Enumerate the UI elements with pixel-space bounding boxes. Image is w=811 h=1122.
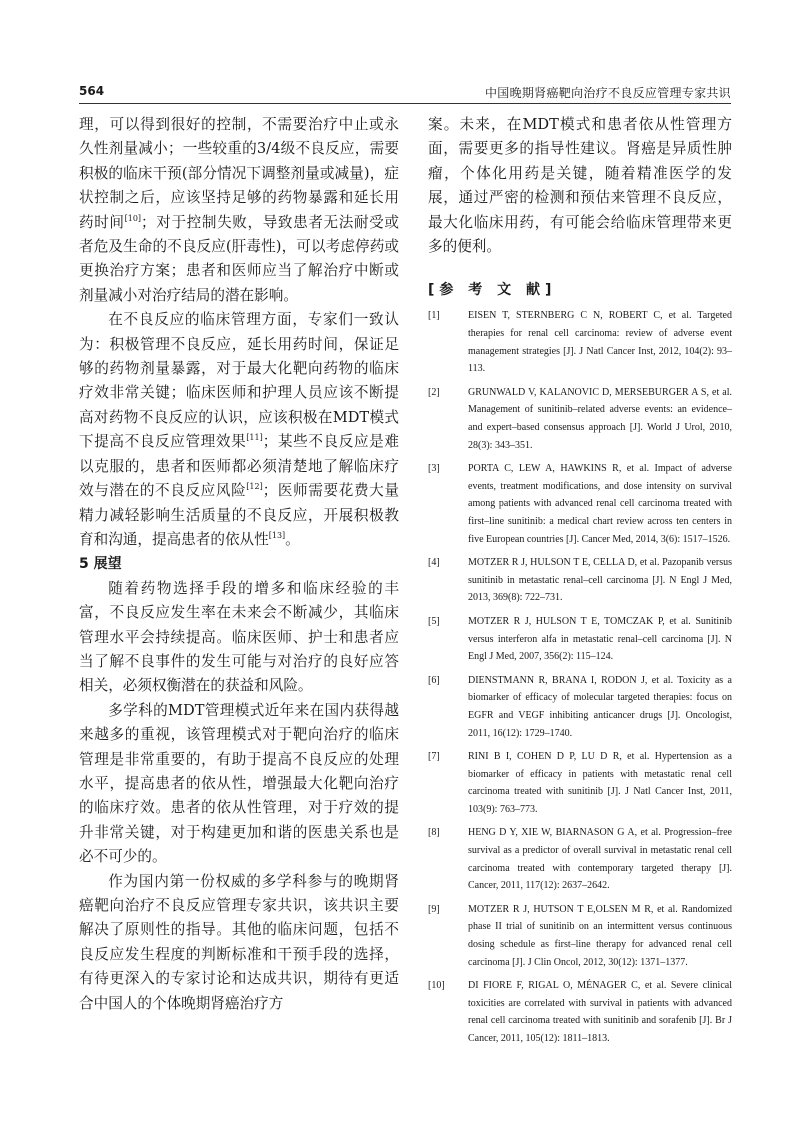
reference-text: EISEN T, STERNBERG C N, ROBERT C, et al. Targeted therapies for renal cell carcinoma: review of adverse event management strategies [J]. J Natl Cancer Inst, 2012, 104(2): 93–113. (468, 310, 732, 375)
header-rule (79, 103, 731, 104)
reference-text: DI FIORE F, RIGAL O, MÉNAGER C, et al. Severe clinical toxicities are correlated with survival in patients with advanced renal cell carcinoma treated with sunitinib and sorafenib [J]. Br J Cancer, 2011, 105(12): 1811–1813. (468, 980, 732, 1044)
running-header (79, 83, 731, 103)
paragraph-adverse-management-continued: 理，可以得到很好的控制，不需要治疗中止或永久性剂量减小；一些较重的3/4级不良反应，需要积极的临床干预(部分情况下调整剂量或减量)，症状控制之后，应该坚持足够的药物暴露和延长用药时间[10]；对于控制失败，导致患者无法耐受或者危及生命的不良反应(肝毒性)，可以考虑停药或更换治疗方案；患者和医师应当了解治疗中断或剂量减小对治疗结局的潜在影响。 (79, 116, 399, 304)
reference-text: GRUNWALD V, KALANOVIC D, MERSEBURGER A S, et al. Management of sunitinib–related adverse events: an evidence– and expert–based consensus approach [J]. World J Urol, 2010, 28(3): 343–351. (468, 386, 732, 451)
reference-text: RINI B I, COHEN D P, LU D R, et al. Hypertension as a biomarker of efficacy in patients with metastatic renal cell carcinoma treated with sunitinib [J]. J Natl Cancer Inst, 2011, 103(9): 763–773. (468, 751, 732, 815)
citation-12: [12] (246, 482, 263, 492)
paragraph-clinical-management: 在不良反应的临床管理方面，专家们一致认为：积极管理不良反应，延长用药时间，保证足够的药物剂量暴露，对于最大化靶向药物的临床疗效非常关键；临床医师和护理人员应该不断提高对药物不良反应的认识，应该积极在MDT模式下提高不良反应管理效果[11]；某些不良反应是难以克服的，患者和医师都必须清楚地了解临床疗效与潜在的不良反应风险[12]；医师需要花费大量精力减轻影响生活质量的不良反应，开展积极教育和沟通，提高患者的依从性[13]。 (79, 311, 399, 548)
reference-item (428, 672, 732, 742)
citation-11: [11] (246, 433, 263, 443)
reference-text: MOTZER R J, HULSON T E, TOMCZAK P, et al. Sunitinib versus interferon alfa in metastatic renal–cell carcinoma [J]. N Engl J Med, 2007, 356(2): 115–124. (468, 615, 732, 663)
reference-number: [10] (428, 980, 445, 992)
reference-item (428, 307, 732, 377)
reference-item (428, 554, 732, 607)
reference-number: [2] (428, 386, 440, 398)
reference-text: DIENSTMANN R, BRANA I, RODON J, et al. Toxicity as a biomarker of efficacy of molecular targeted therapies: focus on EGFR and VEGF inhibiting anticancer drugs [J]. Oncologist, 2011, 16(12): 1729–1740. (468, 674, 732, 739)
page-number: 564 (79, 84, 105, 98)
reference-number: [7] (428, 751, 440, 763)
reference-item (428, 748, 732, 818)
section-heading-outlook: 5 展望 (79, 556, 122, 573)
reference-number: [5] (428, 615, 440, 627)
citation-10: [10] (124, 213, 142, 223)
left-column (79, 113, 399, 1016)
reference-number: [9] (428, 903, 440, 915)
reference-item (428, 384, 732, 454)
right-column (428, 113, 732, 1054)
reference-number: [6] (428, 674, 440, 686)
paragraph-conclusion: 案。未来，在MDT模式和患者依从性管理方面，需要更多的指导性建议。肾癌是异质性肿瘤，个体化用药是关键，随着精准医学的发展，通过严密的检测和预估来管理不良反应，最大化临床用药，有可能会给临床管理带来更多的便利。 (428, 116, 732, 256)
reference-item (428, 460, 732, 548)
reference-number: [8] (428, 827, 440, 839)
reference-text: PORTA C, LEW A, HAWKINS R, et al. Impact of adverse events, treatment modifications, and dose intensity on survival among patients with advanced renal cell carcinoma treated with first–line sunitinib: a medical chart review across ten centers in five European countries [J]. Cancer Med, 2014, 3(6): 1517–1526. (468, 463, 732, 545)
paragraph-outlook-3: 作为国内第一份权威的多学科参与的晚期肾癌靶向治疗不良反应管理专家共识，该共识主要解决了原则性的指导。其他的临床问题，包括不良反应发生程度的判断标准和干预手段的选择，有待更深入的专家讨论和达成共识，期待有更适合中国人的个体晚期肾癌治疗方 (79, 872, 399, 1012)
reference-item (428, 824, 732, 894)
reference-text: MOTZER R J, HUTSON T E,OLSEN M R, et al. Randomized phase II trial of sunitinib on an intermittent versus continuous dosing schedule as first–line therapy for advanced renal cell carcinoma [J]. J Clin Oncol, 2012, 30(12): 1371–1377. (468, 903, 732, 968)
reference-list (428, 307, 732, 1047)
reference-number: [1] (428, 310, 440, 322)
paragraph-outlook-2: 多学科的MDT管理模式近年来在国内获得越来越多的重视，该管理模式对于靶向治疗的临床管理是非常重要的，有助于提高不良反应的处理水平，提高患者的依从性，增强最大化靶向治疗的临床疗效。患者的依从性管理，对于疗效的提升非常关键，对于构建更加和谐的医患关系也是必不可少的。 (79, 701, 399, 866)
journal-title: 中国晚期肾癌靶向治疗不良反应管理专家共识 (484, 86, 731, 100)
reference-number: [3] (428, 463, 440, 475)
paragraph-outlook-1: 随着药物选择手段的增多和临床经验的丰富，不良反应发生率在未来会不断减少，其临床管理水平会持续提高。临床医师、护士和患者应当了解不良事件的发生可能与对治疗的良好应答相关，必须权衡潜在的获益和风险。 (79, 579, 399, 695)
reference-item (428, 901, 732, 971)
reference-item (428, 613, 732, 666)
reference-item (428, 977, 732, 1047)
citation-13: [13] (268, 530, 286, 540)
reference-text: MOTZER R J, HULSON T E, CELLA D, et al. Pazopanib versus sunitinib in metastatic renal–cell carcinoma [J]. N Engl J Med, 2013, 369(8): 722–731. (468, 557, 732, 604)
references-heading: [参 考 文 献] (428, 282, 557, 299)
reference-number: [4] (428, 557, 440, 569)
reference-text: HENG D Y, XIE W, BIARNASON G A, et al. Progression–free survival as a predictor of overall survival in metastatic renal cell carcinoma treated with contemporary targeted therapy [J]. Cancer, 2011, 117(12): 2637–2642. (468, 827, 732, 892)
